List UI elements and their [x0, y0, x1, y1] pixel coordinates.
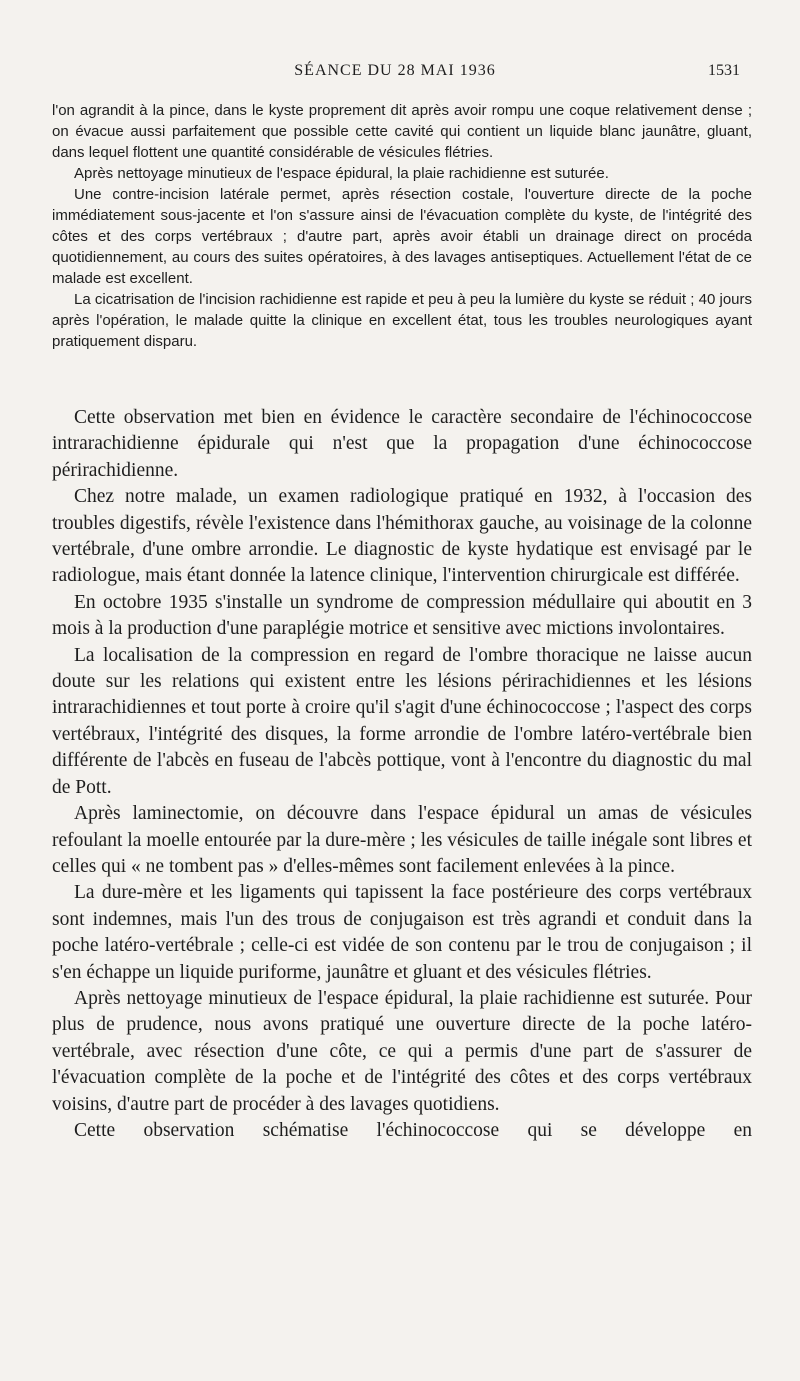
- main-paragraph-1: Cette observation met bien en évidence le caractère secondaire de l'échinococcose intrarachidienne épidurale qui n'est que la propagation d'une échinococcose périrachidienne.: [52, 407, 752, 481]
- main-paragraph-3: En octobre 1935 s'installe un syndrome de compression médullaire qui aboutit en 3 mois à la production d'une paraplégie motrice et sensitive avec mictions involontaires.: [52, 591, 752, 640]
- small-paragraph-4: La cicatrisation de l'incision rachidienne est rapide et peu à peu la lumière du kyste se réduit ; 40 jours après l'opération, le malade quitte la clinique en excellent état, tous les troubles neurologiques ayant pratiquement disparu.: [52, 291, 752, 350]
- page-header: [50, 62, 740, 86]
- main-paragraph-2: Chez notre malade, un examen radiologique pratiqué en 1932, à l'occasion des troubles digestifs, révèle l'existence dans l'hémithorax gauche, au voisinage de la colonne vertébrale, d'une ombre arrondie. Le diagnostic de kyste hydatique est envisagé par le radiologue, mais étant donnée la latence clinique, l'intervention chirurgicale est différée.: [52, 486, 752, 587]
- small-paragraph-2: Après nettoyage minutieux de l'espace épidural, la plaie rachidienne est suturée.: [74, 165, 609, 182]
- case-report-small-text: [52, 100, 752, 352]
- discussion-main-text: [52, 405, 752, 1144]
- running-head: SÉANCE DU 28 MAI 1936: [294, 62, 496, 79]
- main-paragraph-8: Cette observation schématise l'échinococcose qui se développe en: [74, 1119, 752, 1141]
- main-paragraph-5: Après laminectomie, on découvre dans l'espace épidural un amas de vésicules refoulant la moelle entourée par la dure-mère ; les vésicules de taille inégale sont libres et celles qui « ne tombent pas » d'elles-mêmes sont facilement enlevées à la pince.: [52, 803, 752, 877]
- main-paragraph-7: Après nettoyage minutieux de l'espace épidural, la plaie rachidienne est suturée. Pour plus de prudence, nous avons pratiqué une ouverture directe de la poche latéro-vertébrale, avec résection d'une côte, ce qui a permis d'une part de s'assurer de l'évacuation complète de la poche et de l'intégrité des côtes et des corps vertébraux voisins, d'autre part de procéder à des lavages quotidiens.: [52, 987, 752, 1115]
- small-paragraph-1: l'on agrandit à la pince, dans le kyste proprement dit après avoir rompu une coque relativement dense ; on évacue aussi parfaitement que possible cette cavité qui contient un liquide blanc jaunâtre, gluant, dans lequel flottent une quantité considérable de vésicules flétries.: [52, 102, 752, 161]
- small-paragraph-3: Une contre-incision latérale permet, après résection costale, l'ouverture directe de la poche immédiatement sous-jacente et l'on s'assure ainsi de l'évacuation complète du kyste, de l'intégrité des côtes et des corps vertébraux ; d'autre part, après avoir établi un drainage direct on procéda quotidiennement, au cours des suites opératoires, à des lavages antiseptiques. Actuellement l'état de ce malade est excellent.: [52, 186, 752, 287]
- main-paragraph-4: La localisation de la compression en regard de l'ombre thoracique ne laisse aucun doute sur les relations qui existent entre les lésions périrachidiennes et les lésions intrarachidiennes et tout porte à croire qu'il s'agit d'une échinococcose ; l'aspect des corps vertébraux, l'intégrité des disques, la forme arrondie de l'ombre latéro-vertébrale bien différente de l'abcès en fuseau de l'abcès pottique, vont à l'encontre du diagnostic du mal de Pott.: [52, 644, 752, 798]
- main-paragraph-6: La dure-mère et les ligaments qui tapissent la face postérieure des corps vertébraux sont indemnes, mais l'un des trous de conjugaison est très agrandi et conduit dans la poche latéro-vertébrale ; celle-ci est vidée de son contenu par le trou de conjugaison ; il s'en échappe un liquide puriforme, jaunâtre et gluant et des vésicules flétries.: [52, 882, 752, 983]
- page-number: 1531: [708, 62, 740, 79]
